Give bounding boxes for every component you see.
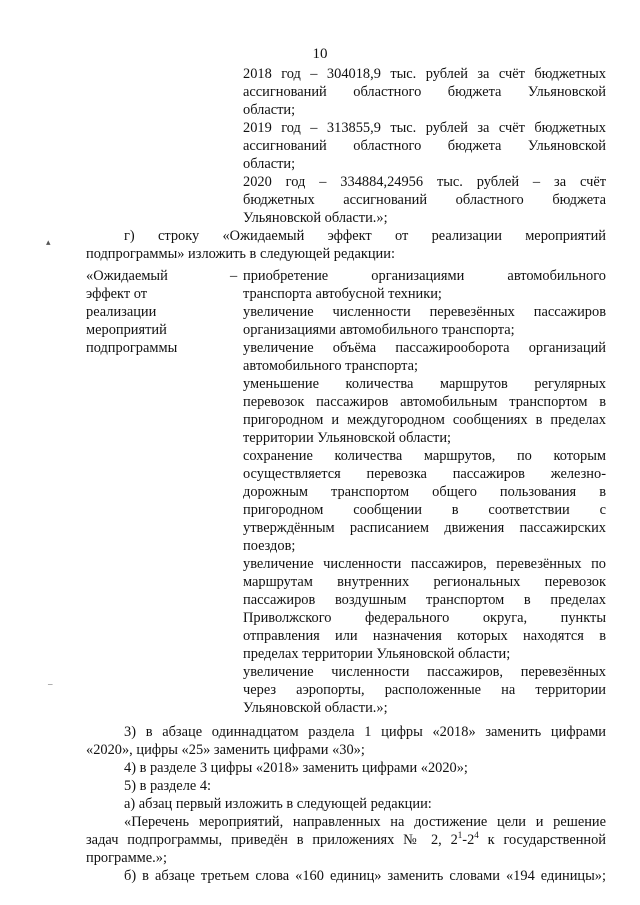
effect-5-line1: сохранение количества маршрутов, по которым xyxy=(243,448,606,464)
effect-6-line3: пассажиров воздушным транспортом в пределах xyxy=(243,592,606,608)
effect-5-line4: пригородном сообщении в соответствии с xyxy=(243,502,606,518)
funding-2020-line3: Ульяновской области.»; xyxy=(243,210,388,226)
effect-6-line1: увеличение численности пассажиров, перевезённых по xyxy=(243,556,606,572)
effect-2-line1: увеличение численности перевезённых пассажиров xyxy=(243,304,606,320)
label-line3: реализации xyxy=(86,304,157,320)
quote-line3: программе.»; xyxy=(86,850,167,866)
intro-line2: подпрограммы» изложить в следующей редакции: xyxy=(86,246,395,262)
funding-2018-line2: ассигнований областного бюджета Ульяновской xyxy=(243,84,606,100)
funding-2019-line1: 2019 год – 313855,9 тыс. рублей за счёт бюджетных xyxy=(243,120,606,136)
amendment-5a: а) абзац первый изложить в следующей редакции: xyxy=(124,796,432,812)
funding-2019-line2: ассигнований областного бюджета Ульяновской xyxy=(243,138,606,154)
intro-line1: г) строку «Ожидаемый эффект от реализации мероприятий xyxy=(124,228,606,244)
amendment-3-line1: 3) в абзаце одиннадцатом раздела 1 цифры «2018» заменить цифрами xyxy=(124,724,606,740)
effect-1-line1: приобретение организациями автомобильного xyxy=(243,268,606,284)
effect-5-line3: дорожным транспортом общего пользования в xyxy=(243,484,606,500)
label-line4: мероприятий xyxy=(86,322,167,338)
label-line2: эффект от xyxy=(86,286,148,302)
quote-line2: задач подпрограммы, приведён в приложениях № 2, $2^1-2^4$ к государственной xyxy=(86,830,607,848)
funding-2019-line3: области; xyxy=(243,156,296,172)
effect-4-line1: уменьшение количества маршрутов регулярных xyxy=(243,376,606,392)
effect-4-line2: перевозок пассажиров автомобильным транспортом в xyxy=(243,394,606,410)
label-line5: подпрограммы xyxy=(86,340,178,356)
label-dash: – xyxy=(230,268,238,284)
effect-6-line2: маршрутам внутренних региональных перевозок xyxy=(243,574,606,590)
funding-2018-line1: 2018 год – 304018,9 тыс. рублей за счёт бюджетных xyxy=(243,66,606,82)
effect-2-line2: организациями автомобильного транспорта; xyxy=(243,322,515,338)
effect-7-line3: Ульяновской области.»; xyxy=(243,700,388,716)
effect-6-line6: пределах территории Ульяновской области; xyxy=(243,646,511,662)
effect-5-line2: осуществляется перевозка пассажиров железно- xyxy=(243,466,606,482)
effect-6-line5: отправления или назначения которых находятся в xyxy=(243,628,606,644)
effect-5-line5: утверждённым расписанием движения пассажирских xyxy=(243,520,606,536)
amendment-5: 5) в разделе 4: xyxy=(124,778,212,794)
amendment-3-line2: «2020», цифры «25» заменить цифрами «30»; xyxy=(86,742,365,758)
effect-4-line4: территории Ульяновской области; xyxy=(243,430,452,446)
label-line1: «Ожидаемый xyxy=(86,268,168,284)
effect-6-line4: Приволжского федерального округа, пункты xyxy=(243,610,606,626)
amendment-4: 4) в разделе 3 цифры «2018» заменить цифрами «2020»; xyxy=(124,760,468,776)
funding-2018-line3: области; xyxy=(243,102,296,118)
page-number: 10 xyxy=(312,46,328,62)
effect-7-line2: через аэропорты, расположенные на территории xyxy=(243,682,606,698)
funding-2020-line1: 2020 год – 334884,24956 тыс. рублей – за счёт xyxy=(243,174,606,190)
effect-3-line2: автомобильного транспорта; xyxy=(243,358,419,374)
scan-mark: ▴ xyxy=(46,237,51,247)
scan-mark: – xyxy=(48,679,53,689)
funding-2020-line2: бюджетных ассигнований областного бюджета xyxy=(243,192,606,208)
effect-1-line2: транспорта автобусной техники; xyxy=(243,286,442,302)
effect-3-line1: увеличение объёма пассажирооборота организаций xyxy=(243,340,606,356)
effect-7-line1: увеличение численности пассажиров, перевезённых xyxy=(243,664,606,680)
effect-5-line6: поездов; xyxy=(243,538,296,554)
amendment-5b: б) в абзаце третьем слова «160 единиц» заменить словами «194 единицы»; xyxy=(124,868,606,884)
quote-line1: «Перечень мероприятий, направленных на достижение цели и решение xyxy=(124,814,606,830)
effect-4-line3: пригородном и междугородном сообщениях в пределах xyxy=(243,412,606,428)
